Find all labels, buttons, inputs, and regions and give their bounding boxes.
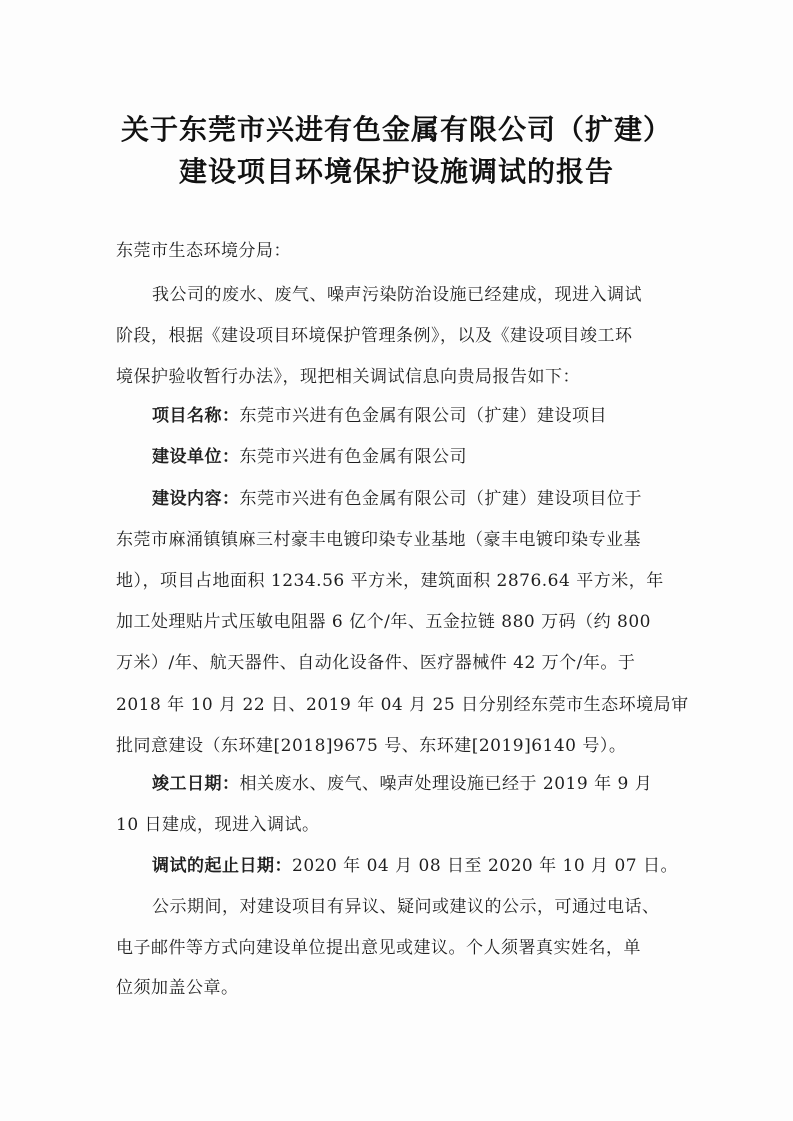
debug-period-label: 调试的起止日期： xyxy=(152,856,292,876)
project-name-label: 项目名称： xyxy=(152,406,240,426)
construction-content-first: 东莞市兴进有色金属有限公司（扩建）建设项目位于 xyxy=(239,489,642,509)
construction-content-line: 2018 年 10 月 22 日、2019 年 04 月 25 日分别经东莞市生态环境局审 xyxy=(116,695,689,715)
completion-date-first: 相关废水、废气、噪声处理设施已经于 2019 年 9 月 xyxy=(239,774,653,794)
completion-date-label: 竣工日期： xyxy=(152,774,240,794)
completion-date-row xyxy=(152,769,652,794)
construction-content-line: 地），项目占地面积 1234.56 平方米，建筑面积 2876.64 平方米，年 xyxy=(116,571,664,591)
intro-line-2: 阶段，根据《建设项目环境保护管理条例》，以及《建设项目竣工环 xyxy=(116,326,633,346)
intro-line-3: 境保护验收暂行办法》，现把相关调试信息向贵局报告如下： xyxy=(116,367,580,387)
construction-unit-row xyxy=(152,442,467,467)
construction-unit-label: 建设单位： xyxy=(152,447,240,467)
construction-unit-value: 东莞市兴进有色金属有限公司 xyxy=(239,447,467,467)
completion-date-second: 10 日建成，现进入调试。 xyxy=(116,815,320,835)
intro-line-1: 我公司的废水、废气、噪声污染防治设施已经建成，现进入调试 xyxy=(152,285,642,305)
debug-period-value: 2020 年 04 月 08 日至 2020 年 10 月 07 日。 xyxy=(292,856,678,876)
notice-line-1: 公示期间，对建设项目有异议、疑问或建议的公示，可通过电话、 xyxy=(152,897,660,917)
construction-content-row xyxy=(152,484,642,509)
project-name-value: 东莞市兴进有色金属有限公司（扩建）建设项目 xyxy=(239,406,607,426)
debug-period-row xyxy=(152,851,678,876)
construction-content-line: 东莞市麻涌镇镇麻三村豪丰电镀印染专业基地（豪丰电镀印染专业基 xyxy=(116,530,641,550)
construction-content-line: 万米）/年、航天器件、自动化设备件、医疗器械件 42 万个/年。于 xyxy=(116,653,636,673)
construction-content-line: 批同意建设（东环建[2018]9675 号、东环建[2019]6140 号）。 xyxy=(116,736,627,756)
project-name-row xyxy=(152,401,607,426)
notice-line-3: 位须加盖公章。 xyxy=(116,978,239,998)
report-title-line-2: 建设项目环境保护设施调试的报告 xyxy=(178,155,614,188)
construction-content-label: 建设内容： xyxy=(152,489,240,509)
report-title-line-1: 关于东莞市兴进有色金属有限公司（扩建） xyxy=(120,113,672,146)
notice-line-2: 电子邮件等方式向建设单位提出意见或建议。个人须署真实姓名，单 xyxy=(116,938,641,958)
salutation: 东莞市生态环境分局： xyxy=(116,241,291,261)
construction-content-line: 加工处理贴片式压敏电阻器 6 亿个/年、五金拉链 880 万码（约 800 xyxy=(116,612,651,632)
